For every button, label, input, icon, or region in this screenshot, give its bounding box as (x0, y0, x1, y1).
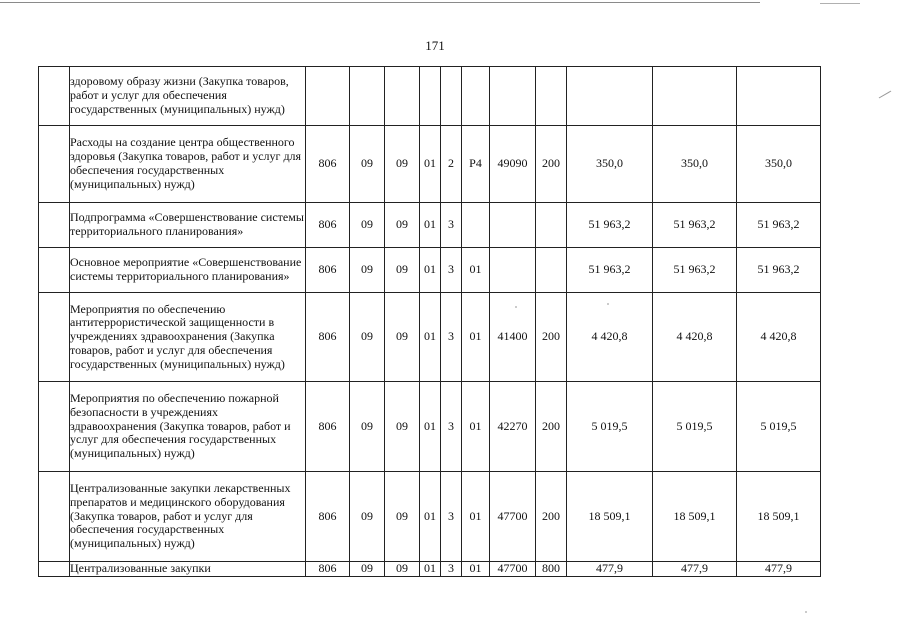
amount-year-1-cell: 477,9 (567, 562, 653, 577)
subsection-code-cell: 09 (385, 248, 420, 293)
section-code-cell: 09 (350, 126, 385, 203)
subprogram-code-cell: 3 (441, 203, 462, 248)
section-code-cell: 09 (350, 472, 385, 562)
activity-code-cell (462, 67, 490, 126)
program-code-cell: 01 (420, 248, 441, 293)
subprogram-code-cell: 3 (441, 293, 462, 382)
amount-year-2-cell: 51 963,2 (653, 203, 737, 248)
table-row (39, 472, 821, 562)
section-code-cell (350, 67, 385, 126)
index-cell (39, 382, 70, 472)
page-number: 171 (425, 38, 445, 53)
subprogram-code-cell: 3 (441, 472, 462, 562)
activity-code-cell: 01 (462, 293, 490, 382)
top-rule (0, 2, 760, 3)
direction-code-cell (490, 203, 536, 248)
direction-code-cell: 42270 (490, 382, 536, 472)
table-row (39, 203, 821, 248)
index-cell (39, 67, 70, 126)
item-name-cell: Централизованные закупки (70, 562, 306, 577)
amount-year-2-cell: 5 019,5 (653, 382, 737, 472)
index-cell (39, 203, 70, 248)
index-cell (39, 293, 70, 382)
activity-code-cell: 01 (462, 472, 490, 562)
index-cell (39, 248, 70, 293)
amount-year-2-cell: 350,0 (653, 126, 737, 203)
program-code-cell (420, 67, 441, 126)
direction-code-cell: 49090 (490, 126, 536, 203)
amount-year-2-cell: 18 509,1 (653, 472, 737, 562)
item-name-cell: Мероприятия по обеспечению пожарной безопасности в учреждениях здравоохранения (Закупка товаров, работ и услуг для обеспечения государственных (муниципальных) нужд) (70, 382, 306, 472)
amount-year-2-cell: 51 963,2 (653, 248, 737, 293)
expense-type-cell: 200 (536, 293, 567, 382)
amount-year-2-cell: 477,9 (653, 562, 737, 577)
expense-type-cell (536, 203, 567, 248)
expense-type-cell: 200 (536, 472, 567, 562)
section-code-cell: 09 (350, 382, 385, 472)
direction-code-cell: 47700 (490, 472, 536, 562)
amount-year-1-cell: 350,0 (567, 126, 653, 203)
table-row (39, 126, 821, 203)
subsection-code-cell: 09 (385, 562, 420, 577)
table-row (39, 562, 821, 577)
index-cell (39, 562, 70, 577)
expense-type-cell: 200 (536, 126, 567, 203)
table-row (39, 382, 821, 472)
item-name-cell: Основное мероприятие «Совершенствование системы территориального планирования» (70, 248, 306, 293)
amount-year-3-cell: 51 963,2 (737, 248, 821, 293)
department-code-cell: 806 (306, 382, 350, 472)
amount-year-2-cell (653, 67, 737, 126)
direction-code-cell: 47700 (490, 562, 536, 577)
expense-type-cell: 200 (536, 382, 567, 472)
scan-mark (879, 91, 892, 99)
index-cell (39, 472, 70, 562)
program-code-cell: 01 (420, 562, 441, 577)
amount-year-3-cell: 18 509,1 (737, 472, 821, 562)
program-code-cell: 01 (420, 203, 441, 248)
top-rule-fragment (820, 3, 860, 4)
amount-year-3-cell: 477,9 (737, 562, 821, 577)
subsection-code-cell: 09 (385, 126, 420, 203)
direction-code-cell: 41400 (490, 293, 536, 382)
amount-year-3-cell: 4 420,8 (737, 293, 821, 382)
activity-code-cell: 01 (462, 382, 490, 472)
department-code-cell: 806 (306, 472, 350, 562)
item-name-cell: Расходы на создание центра общественного здоровья (Закупка товаров, работ и услуг для обеспечения государственных (муниципальных) нужд) (70, 126, 306, 203)
subprogram-code-cell: 3 (441, 248, 462, 293)
item-name-cell: Подпрограмма «Совершенствование системы территориального планирования» (70, 203, 306, 248)
item-name-cell: Централизованные закупки лекарственных препаратов и медицинского оборудования (Закупка товаров, работ и услуг для обеспечения государственных (муниципальных) нужд) (70, 472, 306, 562)
activity-code-cell: P4 (462, 126, 490, 203)
amount-year-3-cell: 350,0 (737, 126, 821, 203)
index-cell (39, 126, 70, 203)
section-code-cell: 09 (350, 203, 385, 248)
amount-year-3-cell (737, 67, 821, 126)
subprogram-code-cell: 2 (441, 126, 462, 203)
program-code-cell: 01 (420, 293, 441, 382)
amount-year-3-cell: 5 019,5 (737, 382, 821, 472)
amount-year-1-cell: 5 019,5 (567, 382, 653, 472)
department-code-cell: 806 (306, 203, 350, 248)
amount-year-1-cell: 51 963,2 (567, 248, 653, 293)
activity-code-cell: 01 (462, 248, 490, 293)
program-code-cell: 01 (420, 382, 441, 472)
subsection-code-cell: 09 (385, 472, 420, 562)
section-code-cell: 09 (350, 248, 385, 293)
department-code-cell: 806 (306, 293, 350, 382)
table-row (39, 67, 821, 126)
subprogram-code-cell: 3 (441, 382, 462, 472)
expense-type-cell (536, 248, 567, 293)
scan-speck (805, 611, 807, 613)
expense-type-cell: 800 (536, 562, 567, 577)
department-code-cell: 806 (306, 562, 350, 577)
amount-year-3-cell: 51 963,2 (737, 203, 821, 248)
amount-year-1-cell: 4 420,8 (567, 293, 653, 382)
section-code-cell: 09 (350, 562, 385, 577)
amount-year-1-cell: 18 509,1 (567, 472, 653, 562)
program-code-cell: 01 (420, 126, 441, 203)
subprogram-code-cell (441, 67, 462, 126)
program-code-cell: 01 (420, 472, 441, 562)
subprogram-code-cell: 3 (441, 562, 462, 577)
item-name-cell: Мероприятия по обеспечению антитеррористической защищенности в учреждениях здравоохранения (Закупка товаров, работ и услуг для обеспечения государственных (муниципальных) нужд) (70, 293, 306, 382)
subsection-code-cell: 09 (385, 203, 420, 248)
subsection-code-cell: 09 (385, 382, 420, 472)
table-row (39, 248, 821, 293)
activity-code-cell (462, 203, 490, 248)
activity-code-cell: 01 (462, 562, 490, 577)
budget-table (38, 66, 821, 577)
direction-code-cell (490, 67, 536, 126)
amount-year-1-cell (567, 67, 653, 126)
item-name-cell: здоровому образу жизни (Закупка товаров, работ и услуг для обеспечения государственных (муниципальных) нужд) (70, 67, 306, 126)
subsection-code-cell (385, 67, 420, 126)
subsection-code-cell: 09 (385, 293, 420, 382)
section-code-cell: 09 (350, 293, 385, 382)
department-code-cell: 806 (306, 126, 350, 203)
department-code-cell: 806 (306, 248, 350, 293)
amount-year-2-cell: 4 420,8 (653, 293, 737, 382)
table-row (39, 293, 821, 382)
expense-type-cell (536, 67, 567, 126)
amount-year-1-cell: 51 963,2 (567, 203, 653, 248)
department-code-cell (306, 67, 350, 126)
direction-code-cell (490, 248, 536, 293)
